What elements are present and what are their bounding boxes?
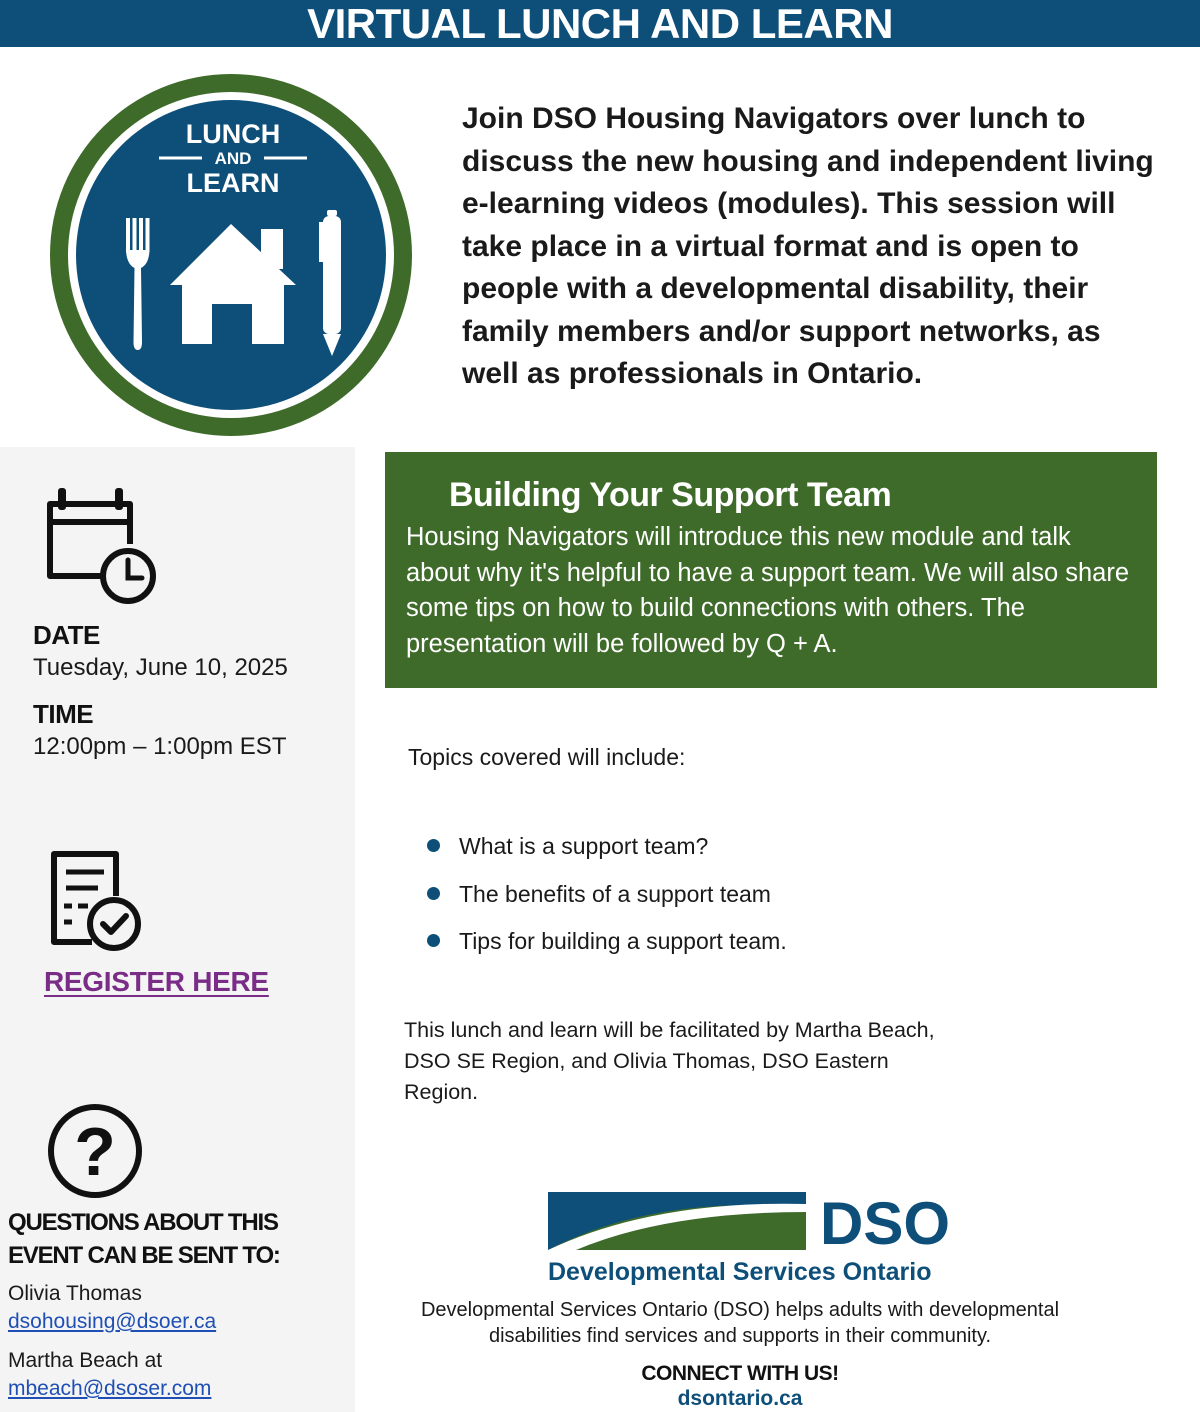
topic-item <box>420 925 787 973</box>
logo-line2: AND <box>214 149 252 168</box>
intro-paragraph: Join DSO Housing Navigators over lunch to discuss the new housing and independent living e-learning videos (modules). This session will take place in a virtual format and is open to people with a developmental disability, their family members and/or support networks, as well as professionals in Ontario. <box>462 102 1154 390</box>
session-description: Housing Navigators will introduce this new module and talk about why it's helpful to have a support team. We will also share some tips on how to build connections with others. The presentation will be followed by Q + A. <box>406 523 1130 658</box>
contact-name-2: Martha Beach at <box>8 1349 163 1372</box>
session-box <box>385 452 1157 688</box>
facilitators-text: This lunch and learn will be facilitated by Martha Beach, DSO SE Region, and Olivia Thomas, DSO Eastern Region. <box>404 1018 935 1104</box>
date-value: Tuesday, June 10, 2025 <box>33 654 288 681</box>
connect-heading: CONNECT WITH US! <box>641 1362 839 1385</box>
lunch-and-learn-logo <box>48 72 414 438</box>
top-banner <box>0 0 1200 47</box>
logo-line1: LUNCH <box>185 119 281 149</box>
dso-description: Developmental Services Ontario (DSO) helps adults with developmental disabilities find services and supports in their community. <box>420 1299 1060 1347</box>
dso-full-name: Developmental Services Ontario <box>548 1258 932 1286</box>
topic-text: The benefits of a support team <box>459 880 771 907</box>
topic-text: What is a support team? <box>459 833 709 859</box>
lunch-logo-graphic <box>48 72 414 438</box>
bullet-icon <box>427 887 440 900</box>
dso-swoosh-icon <box>548 1192 806 1250</box>
calendar-clock-icon <box>44 484 158 608</box>
topic-text: Tips for building a support team. <box>459 928 787 954</box>
dso-logo <box>546 1190 966 1290</box>
questions-heading: QUESTIONS ABOUT THIS EVENT CAN BE SENT TO: <box>8 1209 280 1269</box>
bullet-icon <box>427 934 440 947</box>
topic-item <box>420 830 787 878</box>
website-link[interactable]: dsontario.ca <box>677 1387 803 1410</box>
date-label: DATE <box>33 620 100 650</box>
session-title: Building Your Support Team <box>449 476 892 514</box>
contact-name-1: Olivia Thomas <box>8 1282 142 1305</box>
banner-title: VIRTUAL LUNCH AND LEARN <box>307 0 893 47</box>
form-check-icon <box>48 850 144 954</box>
contact-email-1[interactable]: dsohousing@dsoer.ca <box>8 1310 217 1333</box>
time-label: TIME <box>33 699 94 729</box>
topic-item <box>420 878 787 926</box>
topics-list <box>420 830 787 973</box>
question-mark-icon <box>46 1099 144 1203</box>
topics-intro: Topics covered will include: <box>408 744 686 770</box>
bullet-icon <box>427 839 440 852</box>
logo-line3: LEARN <box>186 168 280 198</box>
contact-email-2[interactable]: mbeach@dsoser.com <box>8 1377 212 1400</box>
register-here-link[interactable]: REGISTER HERE <box>44 966 269 997</box>
svg-text:?: ? <box>74 1114 116 1190</box>
time-value: 12:00pm – 1:00pm EST <box>33 733 287 760</box>
dso-abbr: DSO <box>820 1190 951 1257</box>
